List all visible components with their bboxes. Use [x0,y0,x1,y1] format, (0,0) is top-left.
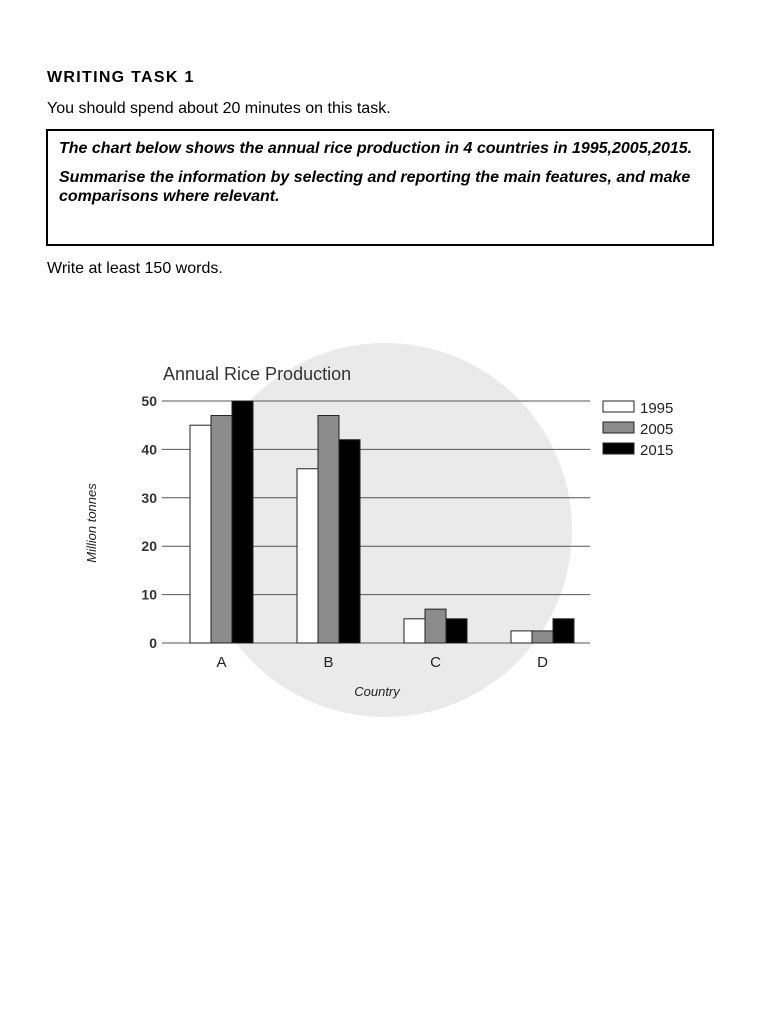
x-tick-label: A [216,654,227,671]
y-tick-label: 50 [141,393,157,409]
bar-D-2015 [553,619,574,643]
legend-swatch [603,401,634,412]
bar-B-2005 [318,416,339,643]
legend-swatch [603,422,634,433]
x-tick-label: B [323,654,334,671]
summary-instruction: Summarise the information by selecting and reporting the main features, and make comparisons where relevant. [59,169,691,205]
x-tick-label: C [430,654,441,671]
bar-A-2015 [232,401,253,643]
y-tick-label: 0 [149,635,157,651]
bar-C-2005 [425,609,446,643]
bar-A-2005 [211,416,232,643]
bar-A-1995 [190,425,211,643]
chart-title: Annual Rice Production [163,364,352,384]
y-tick-label: 30 [141,489,157,506]
bar-B-1995 [297,469,318,643]
x-tick-label: D [537,654,548,671]
watermark-logo [198,343,572,717]
legend [603,400,673,459]
chart-description: The chart below shows the annual rice production in 4 countries in 1995,2005,2015. [59,140,693,157]
bar-C-1995 [404,619,425,643]
y-tick-label: 20 [141,538,157,555]
task-heading: WRITING TASK 1 [47,69,195,86]
time-instruction: You should spend about 20 minutes on this task. [47,100,391,117]
bar-B-2015 [339,440,360,643]
y-axis-title: Million tonnes [84,483,99,563]
x-axis-title: Country [354,684,400,699]
legend-label: 1995 [640,400,674,417]
legend-label: 2005 [640,421,674,438]
legend-swatch [603,443,634,454]
y-tick-label: 40 [141,441,157,458]
y-tick-label: 10 [141,586,157,603]
word-count-instruction: Write at least 150 words. [47,260,223,277]
bar-D-1995 [511,631,532,643]
bar-D-2005 [532,631,553,643]
legend-label: 2015 [640,442,674,459]
bar-C-2015 [446,619,467,643]
